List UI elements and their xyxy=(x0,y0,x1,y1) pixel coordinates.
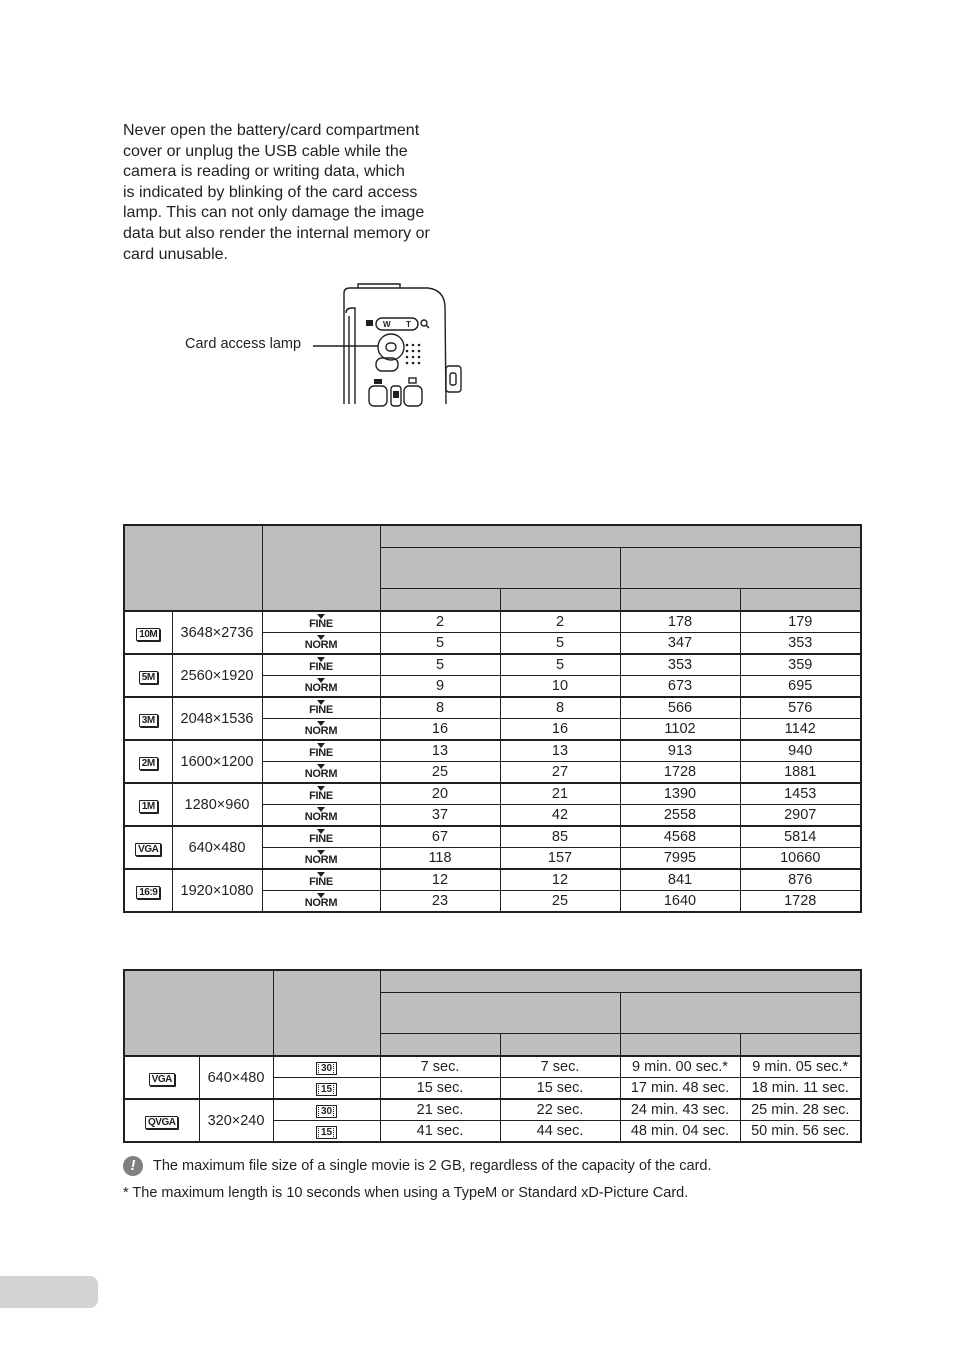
warning-line: camera is reading or writing data, which xyxy=(123,163,405,181)
image-size-icon-cell xyxy=(124,869,172,912)
compression-cell xyxy=(262,848,380,870)
frame-rate-icon: 30 xyxy=(316,1062,337,1075)
value-cell: 5 xyxy=(500,633,620,655)
header-cell xyxy=(262,525,380,611)
value-cell: 25 xyxy=(500,891,620,913)
value-cell: 9 xyxy=(380,676,500,698)
value-cell: 9 min. 05 sec.* xyxy=(740,1056,861,1078)
fine-compression-icon: FINE xyxy=(309,614,333,630)
image-size-cell: 2048×1536 xyxy=(172,697,262,740)
value-cell: 50 min. 56 sec. xyxy=(740,1121,861,1143)
value-cell: 18 min. 11 sec. xyxy=(740,1078,861,1100)
header-cell xyxy=(273,970,380,1056)
value-cell: 5 xyxy=(380,654,500,676)
value-cell: 37 xyxy=(380,805,500,827)
exclamation-tip-icon: ! xyxy=(123,1156,143,1176)
header-cell xyxy=(500,1034,620,1056)
header-cell xyxy=(500,589,620,611)
card-access-lamp-label: Card access lamp xyxy=(185,336,302,352)
value-cell: 1453 xyxy=(740,783,861,805)
tip-text: The maximum file size of a single movie is 2 GB, regardless of the capacity of the card. xyxy=(153,1158,712,1174)
value-cell: 21 xyxy=(500,783,620,805)
image-size-icon-cell xyxy=(124,783,172,826)
image-size-cell: 3648×2736 xyxy=(172,611,262,654)
image-size-cell: 1600×1200 xyxy=(172,740,262,783)
value-cell: 353 xyxy=(620,654,740,676)
value-cell: 12 xyxy=(500,869,620,891)
image-size-icon-cell xyxy=(124,1056,199,1099)
compression-cell xyxy=(262,611,380,633)
movie-size-icon: VGA xyxy=(149,1073,175,1086)
movie-recording-time-table xyxy=(123,969,862,1143)
fine-compression-icon: FINE xyxy=(309,700,333,716)
image-size-icon: 2M xyxy=(139,757,158,770)
camera-back-illustration xyxy=(0,0,954,420)
tip-note xyxy=(123,1156,712,1176)
value-cell: 12 xyxy=(380,869,500,891)
compression-cell xyxy=(262,805,380,827)
compression-cell xyxy=(262,654,380,676)
value-cell: 17 min. 48 sec. xyxy=(620,1078,740,1100)
value-cell: 15 sec. xyxy=(500,1078,620,1100)
value-cell: 25 xyxy=(380,762,500,784)
table-row xyxy=(124,740,861,762)
value-cell: 4568 xyxy=(620,826,740,848)
image-size-icon: 5M xyxy=(139,671,158,684)
image-size-cell: 1920×1080 xyxy=(172,869,262,912)
warning-line: data but also render the internal memory or xyxy=(123,224,430,242)
header-cell xyxy=(380,589,500,611)
frame-rate-icon: 15 xyxy=(316,1126,337,1139)
frame-rate-icon: 30 xyxy=(316,1105,337,1118)
value-cell: 566 xyxy=(620,697,740,719)
header-cell xyxy=(124,525,262,611)
norm-compression-icon: NORM xyxy=(305,721,337,737)
still-image-capacity-table xyxy=(123,524,862,913)
value-cell: 1142 xyxy=(740,719,861,741)
value-cell: 1102 xyxy=(620,719,740,741)
value-cell: 21 sec. xyxy=(380,1099,500,1121)
norm-compression-icon: NORM xyxy=(305,635,337,651)
page-number-tab xyxy=(0,1276,98,1308)
compression-cell xyxy=(262,783,380,805)
image-size-cell: 1280×960 xyxy=(172,783,262,826)
norm-compression-icon: NORM xyxy=(305,807,337,823)
image-size-icon-cell xyxy=(124,826,172,869)
warning-line: card unusable. xyxy=(123,245,228,263)
value-cell: 2907 xyxy=(740,805,861,827)
table-row xyxy=(124,654,861,676)
value-cell: 178 xyxy=(620,611,740,633)
table-row xyxy=(124,1099,861,1121)
header-cell xyxy=(620,547,861,589)
header-cell xyxy=(740,589,861,611)
image-size-icon-cell xyxy=(124,697,172,740)
value-cell: 10660 xyxy=(740,848,861,870)
value-cell: 10 xyxy=(500,676,620,698)
table-row xyxy=(124,826,861,848)
table-row xyxy=(124,783,861,805)
header-cell xyxy=(620,1034,740,1056)
value-cell: 20 xyxy=(380,783,500,805)
value-cell: 5 xyxy=(380,633,500,655)
value-cell: 9 min. 00 sec.* xyxy=(620,1056,740,1078)
header-cell xyxy=(380,525,861,547)
value-cell: 2558 xyxy=(620,805,740,827)
value-cell: 15 sec. xyxy=(380,1078,500,1100)
value-cell: 695 xyxy=(740,676,861,698)
value-cell: 8 xyxy=(380,697,500,719)
value-cell: 347 xyxy=(620,633,740,655)
value-cell: 353 xyxy=(740,633,861,655)
header-cell xyxy=(380,970,861,992)
value-cell: 24 min. 43 sec. xyxy=(620,1099,740,1121)
value-cell: 67 xyxy=(380,826,500,848)
compression-cell xyxy=(262,891,380,913)
value-cell: 44 sec. xyxy=(500,1121,620,1143)
value-cell: 13 xyxy=(500,740,620,762)
value-cell: 179 xyxy=(740,611,861,633)
image-size-icon-cell xyxy=(124,740,172,783)
header-cell xyxy=(380,547,620,589)
image-size-cell: 640×480 xyxy=(199,1056,273,1099)
norm-compression-icon: NORM xyxy=(305,678,337,694)
value-cell: 23 xyxy=(380,891,500,913)
table-row xyxy=(124,869,861,891)
image-size-icon-cell xyxy=(124,1099,199,1142)
compression-cell xyxy=(262,826,380,848)
compression-cell xyxy=(262,633,380,655)
value-cell: 22 sec. xyxy=(500,1099,620,1121)
value-cell: 157 xyxy=(500,848,620,870)
fine-compression-icon: FINE xyxy=(309,786,333,802)
value-cell: 913 xyxy=(620,740,740,762)
frame-rate-cell xyxy=(273,1099,380,1121)
norm-compression-icon: NORM xyxy=(305,893,337,909)
table-row xyxy=(124,1056,861,1078)
value-cell: 876 xyxy=(740,869,861,891)
movie-size-icon: QVGA xyxy=(145,1116,178,1129)
image-size-icon: 10M xyxy=(136,628,160,641)
value-cell: 576 xyxy=(740,697,861,719)
value-cell: 5814 xyxy=(740,826,861,848)
value-cell: 41 sec. xyxy=(380,1121,500,1143)
compression-cell xyxy=(262,676,380,698)
svg-text:W: W xyxy=(383,320,391,329)
norm-compression-icon: NORM xyxy=(305,850,337,866)
svg-text:T: T xyxy=(406,320,411,329)
image-size-cell: 320×240 xyxy=(199,1099,273,1142)
value-cell: 25 min. 28 sec. xyxy=(740,1099,861,1121)
value-cell: 42 xyxy=(500,805,620,827)
footnote: * The maximum length is 10 seconds when using a TypeM or Standard xD-Picture Card. xyxy=(123,1185,689,1201)
compression-cell xyxy=(262,762,380,784)
frame-rate-icon: 15 xyxy=(316,1083,337,1096)
image-size-icon-cell xyxy=(124,654,172,697)
fine-compression-icon: FINE xyxy=(309,657,333,673)
fine-compression-icon: FINE xyxy=(309,743,333,759)
value-cell: 1881 xyxy=(740,762,861,784)
value-cell: 118 xyxy=(380,848,500,870)
value-cell: 48 min. 04 sec. xyxy=(620,1121,740,1143)
value-cell: 16 xyxy=(500,719,620,741)
warning-line: cover or unplug the USB cable while the xyxy=(123,142,408,160)
header-cell xyxy=(620,589,740,611)
fine-compression-icon: FINE xyxy=(309,872,333,888)
image-size-icon: 1M xyxy=(139,800,158,813)
norm-compression-icon: NORM xyxy=(305,764,337,780)
table-row xyxy=(124,611,861,633)
value-cell: 2 xyxy=(380,611,500,633)
value-cell: 2 xyxy=(500,611,620,633)
value-cell: 673 xyxy=(620,676,740,698)
header-cell xyxy=(124,970,273,1056)
value-cell: 940 xyxy=(740,740,861,762)
value-cell: 1728 xyxy=(620,762,740,784)
image-size-icon: VGA xyxy=(135,843,161,856)
value-cell: 7 sec. xyxy=(500,1056,620,1078)
value-cell: 7995 xyxy=(620,848,740,870)
value-cell: 16 xyxy=(380,719,500,741)
image-size-cell: 2560×1920 xyxy=(172,654,262,697)
value-cell: 8 xyxy=(500,697,620,719)
warning-line: lamp. This can not only damage the image xyxy=(123,204,425,222)
image-size-icon-cell xyxy=(124,611,172,654)
frame-rate-cell xyxy=(273,1056,380,1078)
frame-rate-cell xyxy=(273,1121,380,1143)
value-cell: 1640 xyxy=(620,891,740,913)
compression-cell xyxy=(262,869,380,891)
warning-line: Never open the battery/card compartment xyxy=(123,122,420,139)
value-cell: 13 xyxy=(380,740,500,762)
compression-cell xyxy=(262,697,380,719)
value-cell: 7 sec. xyxy=(380,1056,500,1078)
value-cell: 85 xyxy=(500,826,620,848)
value-cell: 359 xyxy=(740,654,861,676)
header-cell xyxy=(380,992,620,1034)
image-size-cell: 640×480 xyxy=(172,826,262,869)
value-cell: 5 xyxy=(500,654,620,676)
value-cell: 841 xyxy=(620,869,740,891)
frame-rate-cell xyxy=(273,1078,380,1100)
table-row xyxy=(124,697,861,719)
header-cell xyxy=(740,1034,861,1056)
header-cell xyxy=(380,1034,500,1056)
compression-cell xyxy=(262,740,380,762)
warning-line: is indicated by blinking of the card access xyxy=(123,183,418,201)
value-cell: 27 xyxy=(500,762,620,784)
value-cell: 1390 xyxy=(620,783,740,805)
image-size-icon: 16:9 xyxy=(136,886,160,899)
value-cell: 1728 xyxy=(740,891,861,913)
fine-compression-icon: FINE xyxy=(309,829,333,845)
compression-cell xyxy=(262,719,380,741)
header-cell xyxy=(620,992,861,1034)
image-size-icon: 3M xyxy=(139,714,158,727)
